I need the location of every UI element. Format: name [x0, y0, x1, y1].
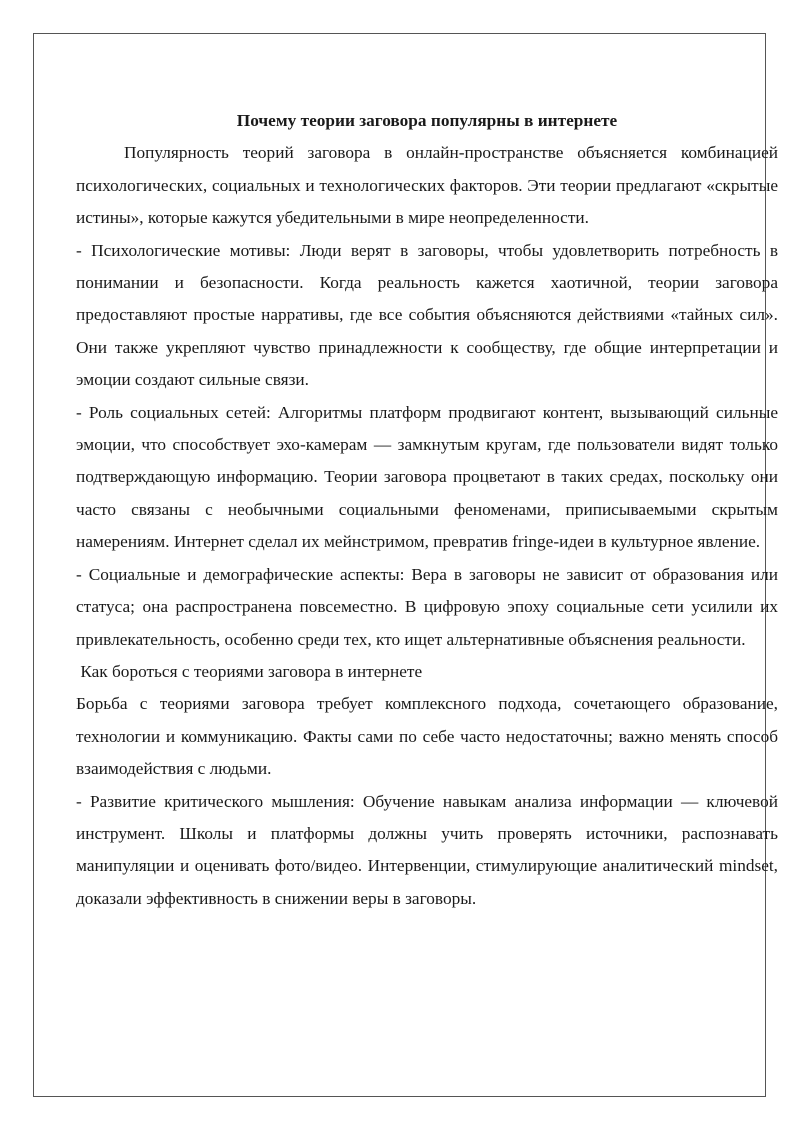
- fighting-intro-paragraph: Борьба с теориями заговора требует комплексного подхода, сочетающего образование, технологии и коммуникацию. Факты сами по себе часто недостаточны; важно менять способ взаимодействия с людьми.: [76, 694, 778, 779]
- demographic-aspects-paragraph: - Социальные и демографические аспекты: Вера в заговоры не зависит от образования или статуса; она распространена повсеместно. В цифровую эпоху социальные сети усилили их привлекательность, особенно среди тех, кто ищет альтернативные объяснения реальности.: [76, 564, 778, 649]
- document-body: [76, 105, 778, 915]
- psychological-motives-paragraph: - Психологические мотивы: Люди верят в заговоры, чтобы удовлетворить потребность в понимании и безопасности. Когда реальность кажется хаотичной, теории заговора предоставляют простые нарративы, где все события объясняются действиями «тайных сил». Они также укрепляют чувство принадлежности к сообществу, где общие интерпретации и эмоции создают сильные связи.: [76, 240, 778, 390]
- critical-thinking-paragraph: - Развитие критического мышления: Обучение навыкам анализа информации — ключевой инструмент. Школы и платформы должны учить проверять источники, распознавать манипуляции и оценивать фото/видео. Интервенции, стимулирующие аналитический mindset, доказали эффективность в снижении веры в заговоры.: [76, 791, 778, 908]
- document-title: Почему теории заговора популярны в интернете: [236, 111, 618, 130]
- intro-paragraph: Популярность теорий заговора в онлайн-пространстве объясняется комбинацией психологических, социальных и технологических факторов. Эти теории предлагают «скрытые истины», которые кажутся убедительными в мире неопределенности.: [76, 143, 778, 228]
- document-page: [33, 33, 778, 1097]
- social-networks-paragraph: - Роль социальных сетей: Алгоритмы платформ продвигают контент, вызывающий сильные эмоции, что способствует эхо-камерам — замкнутым кругам, где пользователи видят только подтверждающую информацию. Теории заговора процветают в таких средах, поскольку они часто связаны с необычными социальными феноменами, приписываемыми скрытым намерениям. Интернет сделал их мейнстримом, превратив fringe-идеи в культурное явление.: [76, 402, 778, 552]
- section-subheading: Как бороться с теориями заговора в интернете: [76, 661, 423, 681]
